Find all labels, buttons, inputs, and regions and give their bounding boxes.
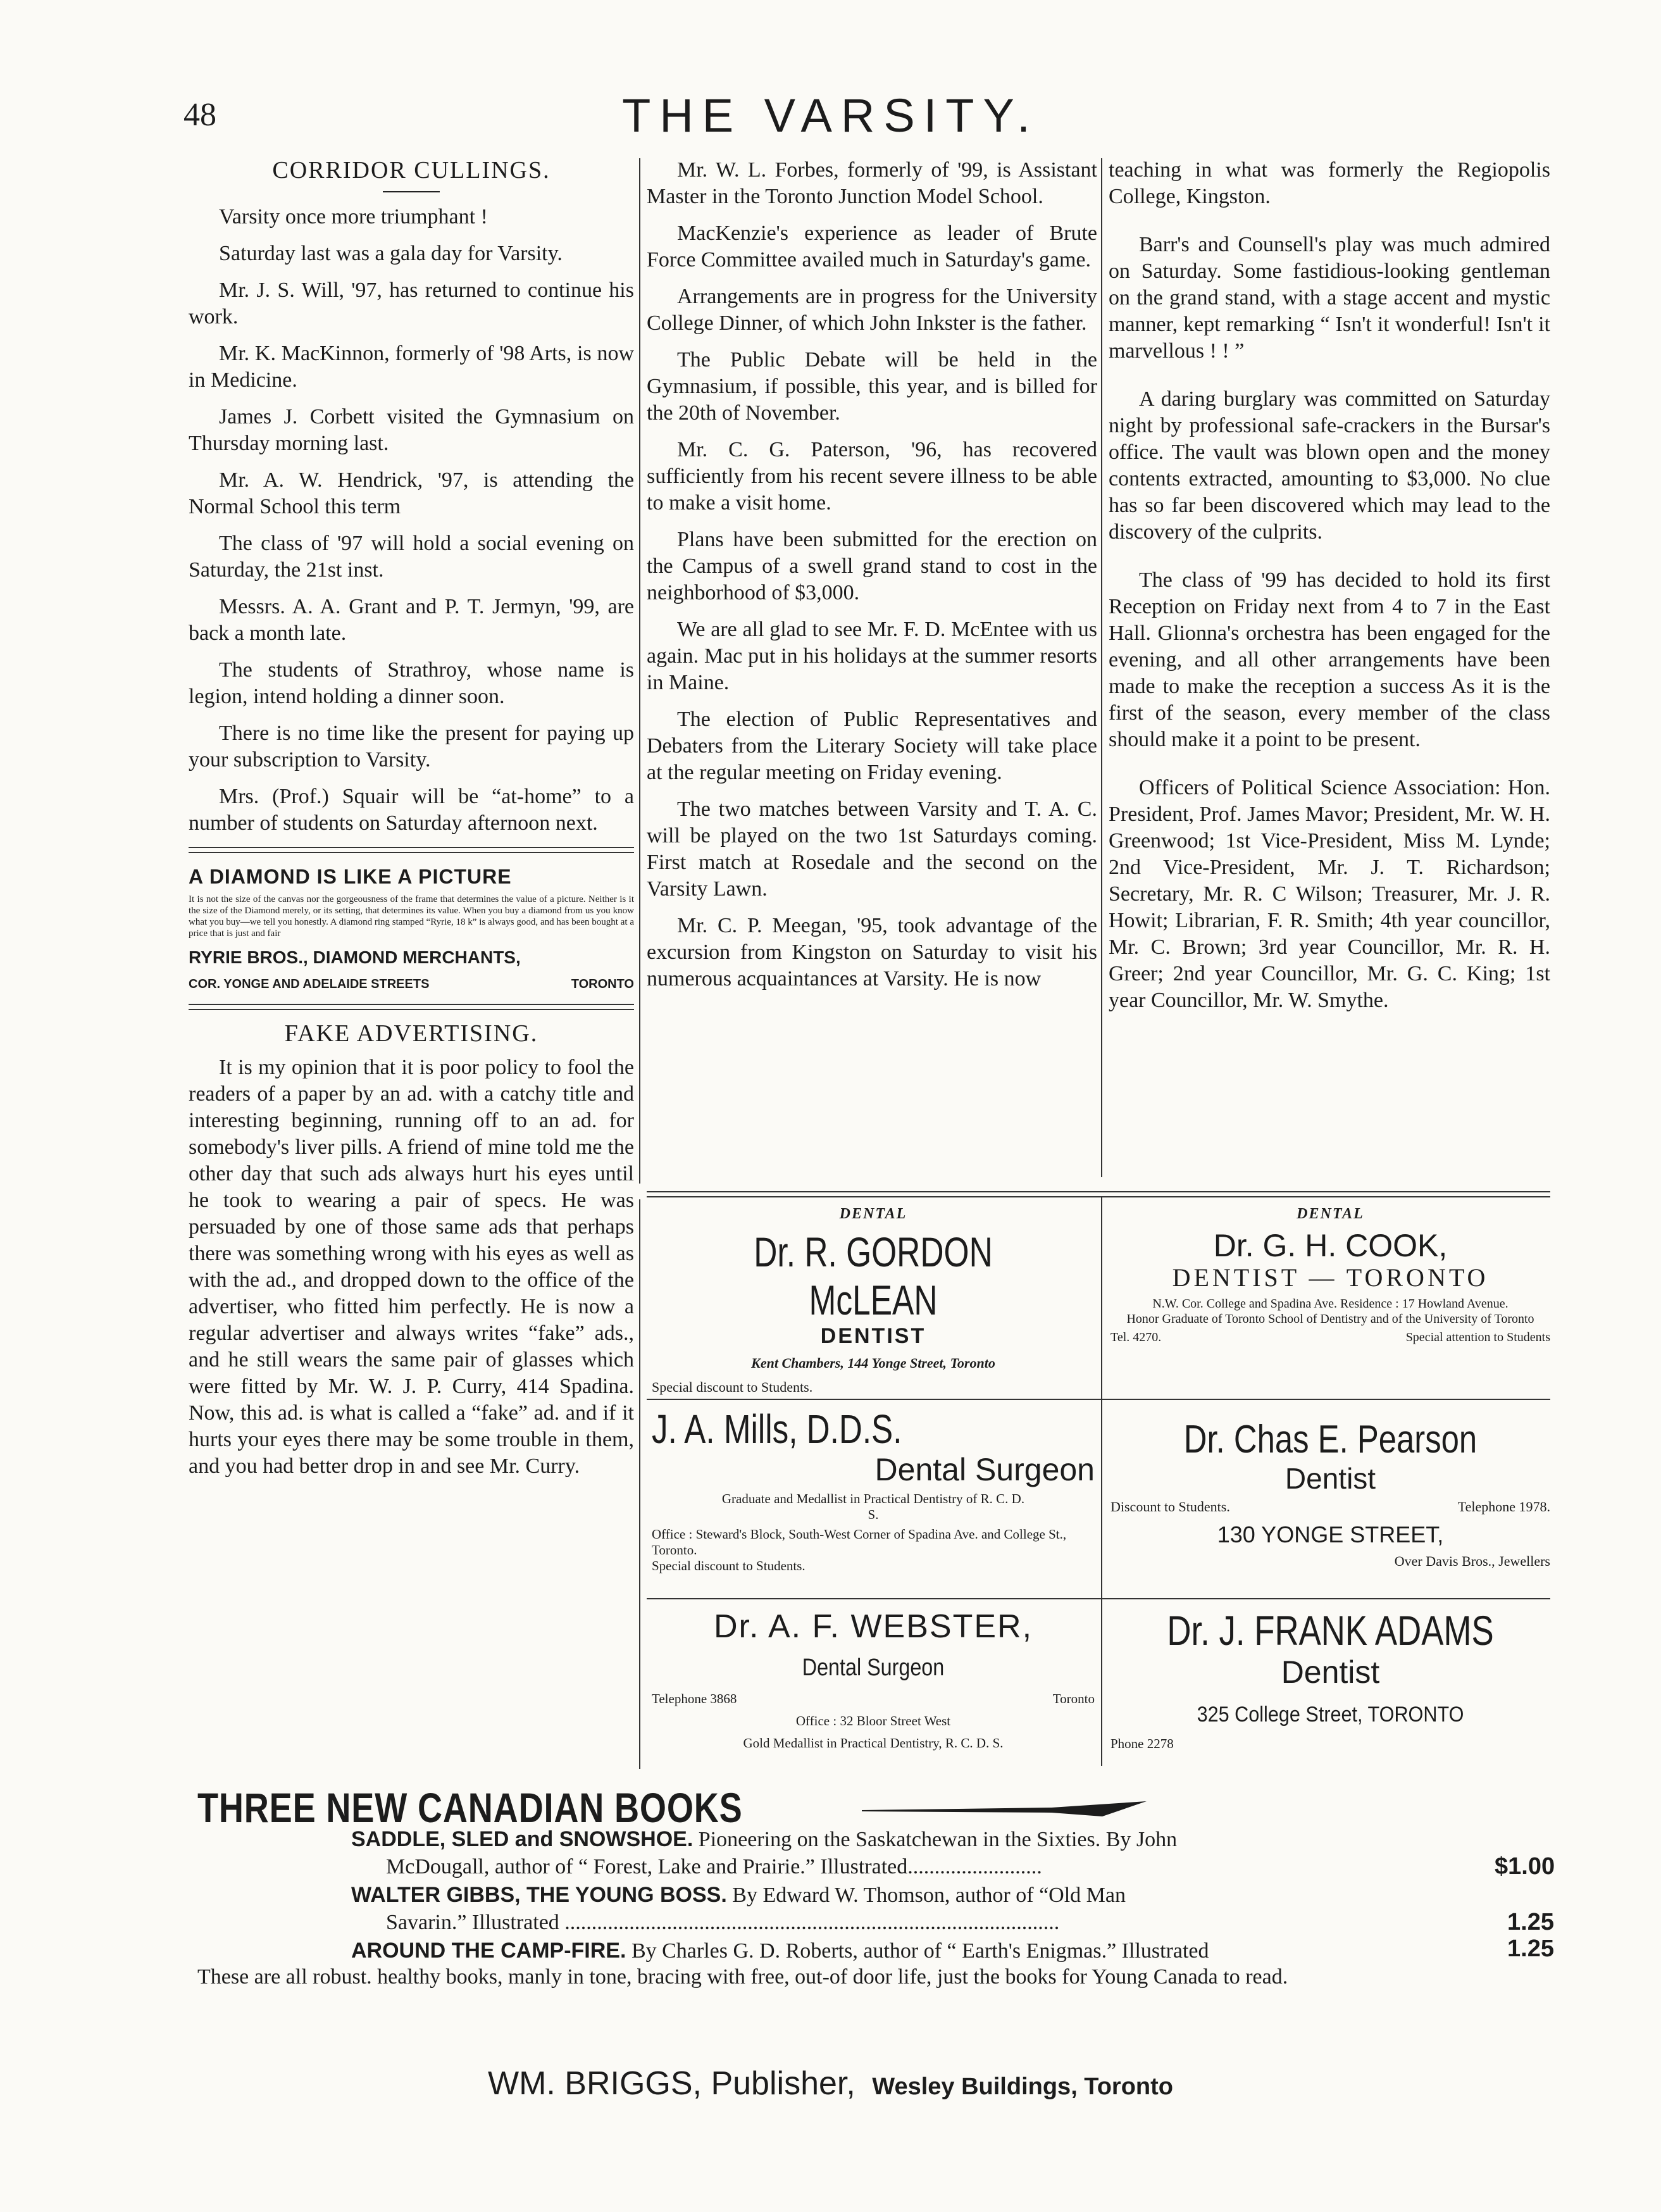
news-item: Barr's and Counsell's play was much admired on Saturday. Some fastidious-looking gentleman on the grand stand, with a stage accent and mystic manner, kept remarking “ Isn't it wonderful! Isn't it marvellous ! ! ” (1109, 233, 1550, 363)
dentist-note: Special attention to Students (1405, 1330, 1550, 1344)
dentist-phone: Phone 2278 (1110, 1736, 1174, 1751)
dental-card-mills (652, 1406, 1095, 1574)
fake-heading: FAKE ADVERTISING. (284, 1020, 538, 1047)
dental-tag: DENTAL (1297, 1206, 1364, 1222)
book-description: Pioneering on the Saskatchewan in the Sixties. By John (698, 1828, 1178, 1851)
corridor-item: The class of '97 will hold a social evening on Saturday, the 21st inst. (189, 532, 634, 582)
section-rule (189, 1004, 634, 1010)
column-left (189, 157, 634, 1490)
corridor-item: Mr. K. MacKinnon, formerly of '98 Arts, is now in Medicine. (189, 342, 634, 392)
column-divider (639, 1199, 640, 1769)
book-entry-continued: Savarin.” Illustrated ............................................................................................ (386, 1911, 1060, 1934)
books-blurb: These are all robust. healthy books, manly in tone, bracing with free, out-of door life, just the books for Young Canada to read. (197, 1965, 1288, 1989)
dentist-name: J. A. Mills, D.D.S. (652, 1406, 902, 1452)
book-price: 1.25 (1507, 1935, 1554, 1962)
dentist-telephone: Telephone 1978. (1457, 1499, 1550, 1515)
dental-divider (647, 1399, 1550, 1400)
dentist-title: DENTIST (820, 1324, 926, 1348)
dentist-footer-row (1110, 1330, 1550, 1345)
page-number: 48 (184, 97, 216, 133)
dental-divider (647, 1598, 1550, 1599)
book-entry (351, 1882, 1490, 1908)
news-item: The election of Public Representatives and Debaters from the Literary Society will take place at the regular meeting on Friday evening. (647, 708, 1097, 784)
dentist-office: Office : Steward's Block, South-West Corner of Spadina Ave. and College St., Toronto. (652, 1527, 1067, 1558)
news-item: Arrangements are in progress for the University College Dinner, of which John Inkster is the father. (647, 285, 1097, 335)
dentist-info-row (652, 1691, 1095, 1707)
news-item: The class of '99 has decided to hold its first Reception on Friday next from 4 to 7 in the East Hall. Glionna's orchestra has been engaged for the evening, and all other arrangements have been made to make the reception a success As it is the first of the season, every member of the class should make it a point to be present. (1109, 568, 1550, 751)
news-item: The Public Debate will be held in the Gymnasium, if possible, this year, and is billed for the 20th of November. (647, 348, 1097, 425)
dentist-telephone: Telephone 3868 (652, 1691, 737, 1706)
publisher-line (0, 2065, 1661, 2103)
news-item: We are all glad to see Mr. F. D. McEntee with us again. Mac put in his holidays at the summer resorts in Maine. (647, 618, 1097, 694)
dentist-note: Special discount to Students. (652, 1379, 813, 1395)
masthead-title: THE VARSITY. (622, 89, 1039, 142)
book-price: $1.00 (1495, 1853, 1555, 1880)
dentist-graduate: Graduate and Medallist in Practical Dentistry of R. C. D. S. (721, 1491, 1025, 1522)
dentist-title: Dentist (1281, 1654, 1380, 1690)
corridor-item: The students of Strathroy, whose name is legion, intend holding a dinner soon. (189, 658, 634, 708)
column-middle (647, 157, 1097, 1003)
dentist-telephone: Tel. 4270. (1110, 1330, 1162, 1344)
news-item: Mr. C. P. Meegan, '95, took advantage of the excursion from Kingston on Saturday to visit his numerous acquaintances at Varsity. He is now (647, 914, 1097, 990)
news-item: Officers of Political Science Association: Hon. President, Prof. James Mavor; President, Mr. W. H. Greenwood; 1st Vice-President, Miss M. Lynde; 2nd Vice-President, Mr. J. T. Richardson; Secretary, Mr. R. C Wilson; Treasurer, Mr. J. R. Howit; Librarian, F. R. Smith; 4th year councillor, Mr. C. Brown; 3rd year Councillor, Mr. R. H. Greer; 2nd year Councillor, Mr. G. C. King; 1st year Councillor, Mr. W. Smythe. (1109, 776, 1550, 1012)
book-entry-continued: McDougall, author of “ Forest, Lake and Prairie.” Illustrated......................... (386, 1855, 1042, 1878)
corridor-item: Mr. J. S. Will, '97, has returned to continue his work. (189, 278, 634, 328)
fake-body: It is my opinion that it is poor policy to fool the readers of a paper by an ad. with a catchy title and interesting beginning, running off to an ad. for somebody's liver pills. A friend of mine told me the other day that such ads always hurt his eyes until he took to wearing a pair of specs. He was persuaded by one of those same ads that perhaps there was something wrong with his eyes as well as with the ad., and dropped down to the office of the advertiser, who fitted him perfectly. He is now a regular advertiser and always writes “fake” ads., and he still wears the same pair of glasses which were fitted by Mr. W. J. P. Curry, 414 Spadina. Now, this ad. is what is called a “fake” ad. and if it hurts your eyes there may be some trouble in them, and you had better drop in and see Mr. Curry. (189, 1056, 634, 1478)
book-title: SADDLE, SLED and SNOWSHOE. (351, 1827, 694, 1851)
dentist-name: Dr. Chas E. Pearson (1183, 1418, 1477, 1461)
corridor-item: Mr. A. W. Hendrick, '97, is attending the Normal School this term (189, 468, 634, 518)
diamond-ad-body: It is not the size of the canvas nor the gorgeousness of the frame that determines the value of a picture. Neither is it the size of the Diamond merely, or its setting, that determines its value. When you buy a diamond from us you know what you buy—we tell you honestly. A diamond ring stamped “Ryrie, 18 k” is always good, and has been bought at a price that is just and fair (189, 894, 634, 939)
news-item: Mr. W. L. Forbes, formerly of '99, is Assistant Master in the Toronto Junction Model School. (647, 158, 1097, 208)
news-item: MacKenzie's experience as leader of Brute Force Committee availed much in Saturday's game. (647, 222, 1097, 272)
dentist-name: Dr. G. H. COOK, (1213, 1228, 1448, 1263)
dentist-note: Special discount to Students. (652, 1558, 806, 1573)
dentist-title: Dental Surgeon (874, 1452, 1095, 1487)
dental-tag: DENTAL (839, 1206, 907, 1222)
dental-top-rule (647, 1191, 1550, 1192)
book-price: 1.25 (1507, 1909, 1554, 1935)
dental-card-cook (1110, 1206, 1550, 1345)
corridor-heading: CORRIDOR CULLINGS. (272, 157, 551, 184)
column-divider (639, 158, 640, 1184)
column-right (1109, 157, 1550, 1024)
book-title: WALTER GIBBS, THE YOUNG BOSS. (351, 1883, 727, 1907)
publisher-address: Wesley Buildings, Toronto (872, 2073, 1173, 2100)
dentist-address: Kent Chambers, 144 Yonge Street, Toronto (751, 1355, 995, 1371)
corridor-item: Varsity once more triumphant ! (219, 205, 488, 228)
corridor-item: James J. Corbett visited the Gymnasium on Thursday morning last. (189, 405, 634, 455)
dental-card-adams (1110, 1608, 1550, 1752)
dentist-address: 130 YONGE STREET, (1217, 1522, 1444, 1547)
dentist-office: Office : 32 Bloor Street West (795, 1713, 951, 1728)
diamond-ad-city: TORONTO (571, 977, 634, 991)
dental-divider (1101, 1196, 1102, 1766)
dentist-name: Dr. R. GORDON McLEAN (754, 1228, 993, 1323)
dentist-name: Dr. J. FRANK ADAMS (1167, 1607, 1494, 1654)
book-description: By Edward W. Thomson, author of “Old Man (732, 1884, 1126, 1907)
news-item: Mr. C. G. Paterson, '96, has recovered sufficiently from his recent severe illness to be able to make a visit home. (647, 438, 1097, 515)
books-title: THREE NEW CANADIAN BOOKS (197, 1784, 743, 1831)
book-title: AROUND THE CAMP-FIRE. (351, 1939, 626, 1963)
news-item: Plans have been submitted for the erection on the Campus of a swell grand stand to cost in the neighborhood of $3,000. (647, 528, 1097, 604)
book-description: By Charles G. D. Roberts, author of “ Earth's Enigmas.” Illustrated (631, 1939, 1209, 1963)
column-divider (1101, 158, 1102, 1177)
pointer-arrow-icon (862, 1801, 1147, 1818)
dental-card-webster (652, 1608, 1095, 1751)
dentist-city: Toronto (1052, 1691, 1095, 1706)
corridor-item: Mrs. (Prof.) Squair will be “at-home” to a number of students on Saturday afternoon next. (189, 785, 634, 835)
diamond-advertisement (189, 863, 634, 997)
dentist-medal: Gold Medallist in Practical Dentistry, R. C. D. S. (743, 1735, 1004, 1751)
dentist-honor: Honor Graduate of Toronto School of Dentistry and of the University of Toronto (1126, 1312, 1534, 1326)
diamond-ad-address-row (189, 971, 634, 997)
dentist-title: DENTIST — TORONTO (1172, 1263, 1489, 1292)
dentist-title: Dentist (1285, 1462, 1376, 1495)
diamond-ad-merchant: RYRIE BROS., DIAMOND MERCHANTS, (189, 947, 521, 967)
news-item: The two matches between Varsity and T. A. C. will be played on the two 1st Saturdays coming. First match at Rosedale and the second on the Varsity Lawn. (647, 797, 1097, 901)
dental-card-pearson (1110, 1418, 1550, 1570)
dentist-discount: Discount to Students. (1110, 1499, 1230, 1515)
dental-card-mclean (652, 1206, 1095, 1396)
corridor-item: Messrs. A. A. Grant and P. T. Jermyn, '99, are back a month late. (189, 595, 634, 645)
dental-top-rule (647, 1196, 1550, 1197)
dentist-address: N.W. Cor. College and Spadina Ave. Residence : 17 Howland Avenue. (1152, 1297, 1509, 1311)
diamond-ad-title: A DIAMOND IS LIKE A PICTURE (189, 865, 512, 888)
dentist-location: Over Davis Bros., Jewellers (1394, 1553, 1550, 1569)
section-rule (189, 847, 634, 853)
corridor-item: There is no time like the present for paying up your subscription to Varsity. (189, 722, 634, 772)
dentist-name: Dr. A. F. WEBSTER, (713, 1608, 1033, 1645)
publisher-name: WM. BRIGGS, Publisher, (488, 2065, 855, 2102)
dentist-address: 325 College Street, TORONTO (1197, 1703, 1464, 1727)
book-entry (351, 1827, 1490, 1853)
dentist-info-row (1110, 1499, 1550, 1515)
diamond-ad-address: COR. YONGE AND ADELAIDE STREETS (189, 977, 430, 991)
news-item: A daring burglary was committed on Saturday night by professional safe-crackers in the Bursar's office. The vault was blown open and the money contents extracted, amounting to $3,000. No clue has so far been discovered which may lead to the discovery of the culprits. (1109, 387, 1550, 544)
corridor-item: Saturday last was a gala day for Varsity. (219, 242, 563, 265)
news-continuation: teaching in what was formerly the Regiopolis College, Kingston. (1109, 158, 1550, 208)
book-entry (351, 1938, 1490, 1964)
heading-rule (383, 191, 440, 192)
dentist-title: Dental Surgeon (802, 1654, 945, 1681)
